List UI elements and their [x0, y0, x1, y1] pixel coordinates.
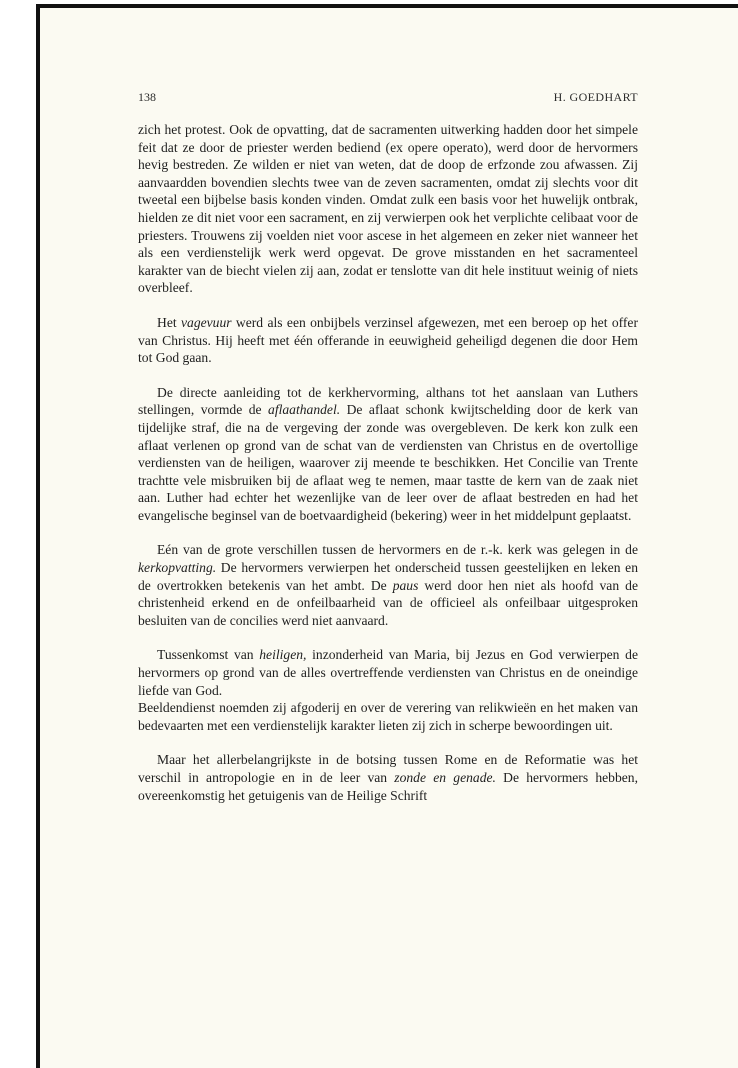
text-run: De directe aanleiding tot de kerkhervorming, althans tot het aanslaan van Luthers stellingen, vormde de — [138, 384, 638, 418]
emphasis-term: kerkopvatting. — [138, 560, 217, 576]
text-run: inzonderheid van Maria, bij Jezus en God verwierpen de hervormers op grond van de alles overtreffende verdiensten van Christus en de oneindige liefde van God. — [138, 647, 638, 698]
running-head — [138, 90, 638, 106]
text-run: Het — [157, 314, 181, 330]
text-run: Beeldendienst noemden zij afgoderij en over de verering van relikwieën en het maken van bedevaarten met een verdienstelijk karakter lieten zij zich in scherpe bewoordingen uit. — [138, 700, 638, 733]
text-run: Tussenkomst van — [157, 647, 260, 663]
paragraph-aflaathandel — [138, 384, 638, 525]
text-run: De hervormers verwierpen het onderscheid tussen geestelijken en leken en de overtrokken betekenis van het ambt. De — [138, 560, 638, 593]
paragraph-kerkopvatting — [138, 541, 638, 629]
text-run: Maar het allerbelangrijkste in de botsing tussen Rome en de Reformatie was het verschil in antropologie en in de leer van — [138, 752, 638, 785]
running-title: H. GOEDHART — [553, 90, 638, 104]
text-run: zich het protest. Ook de opvatting, dat de sacramenten uitwerking hadden door het simpele feit dat ze door de priester werden bediend (ex opere operato), werd door de hervormers hevig bestreden. Ze wilden er niet van weten, dat de doop de erfzonde zou afwassen. Zij aanvaardden bovendien slechts twee van de zeven sacramenten, omdat zij slechts voor dit tweetal een bijbelse basis konden vinden. Omdat zulk een basis voor het huwelijk ontbrak, hielden ze dit niet voor een sacrament, en zij verwierpen ook het verplichte celibaat voor de priesters. Trouwens zij voelden niet voor ascese in het algemeen en zeker niet wanneer het als een verdienstelijk werk werd opgevat. De grove misstanden en het sacramenteel karakter van de biecht vielen zij aan, zodat er tenslotte van dit hele instituut weinig of niets overbleef. — [138, 122, 638, 296]
paragraph-zonde-en-genade — [138, 751, 638, 804]
emphasis-term: vagevuur — [180, 314, 232, 330]
emphasis-term: aflaathandel. — [268, 402, 341, 418]
paragraph-vagevuur — [138, 314, 638, 367]
page-number: 138 — [138, 90, 156, 104]
paragraph-heiligen — [138, 646, 638, 699]
emphasis-term: zonde en genade. — [394, 770, 496, 785]
emphasis-term: heiligen, — [259, 647, 307, 663]
text-run: werd als een onbijbels verzinsel afgewezen, met een beroep op het offer van Christus. Hij heeft met één offerande in eeuwigheid geheiligd degenen die door Hem tot God gaan. — [138, 314, 638, 366]
paragraph-sacraments — [138, 121, 638, 297]
text-run: De aflaat schonk kwijtschelding door de kerk van tijdelijke straf, die na de vergeving der zonde was overgebleven. De kerk kon zulk een aflaat verlenen op grond van de schat van de verdiensten van Christus en de overtollige verdiensten van de heiligen, waarover zij meende te beschikken. Het Concilie van Trente trachtte vele misbruiken bij de aflaat weg te nemen, maar tastte de kern van de zaak niet aan. Luther had echter het wezenlijke van de leer over de aflaat bestreden en had het evangelische beginsel van de boetvaardigheid (bekering) weer in het middelpunt geplaatst. — [138, 402, 638, 523]
text-run: werd door hen niet als hoofd van de christenheid erkend en de onfeilbaarheid van de officieel als onfeilbaar uitgesproken besluiten van de concilies werd niet aanvaard. — [138, 577, 638, 628]
text-run: Eén van de grote verschillen tussen de hervormers en de r.-k. kerk was gelegen in de — [157, 542, 638, 558]
emphasis-term: paus — [392, 577, 419, 593]
body-text — [138, 121, 638, 804]
text-run: De hervormers hebben, overeenkomstig het getuigenis van de Heilige Schrift — [138, 770, 638, 803]
paragraph-beeldendienst — [138, 699, 638, 734]
